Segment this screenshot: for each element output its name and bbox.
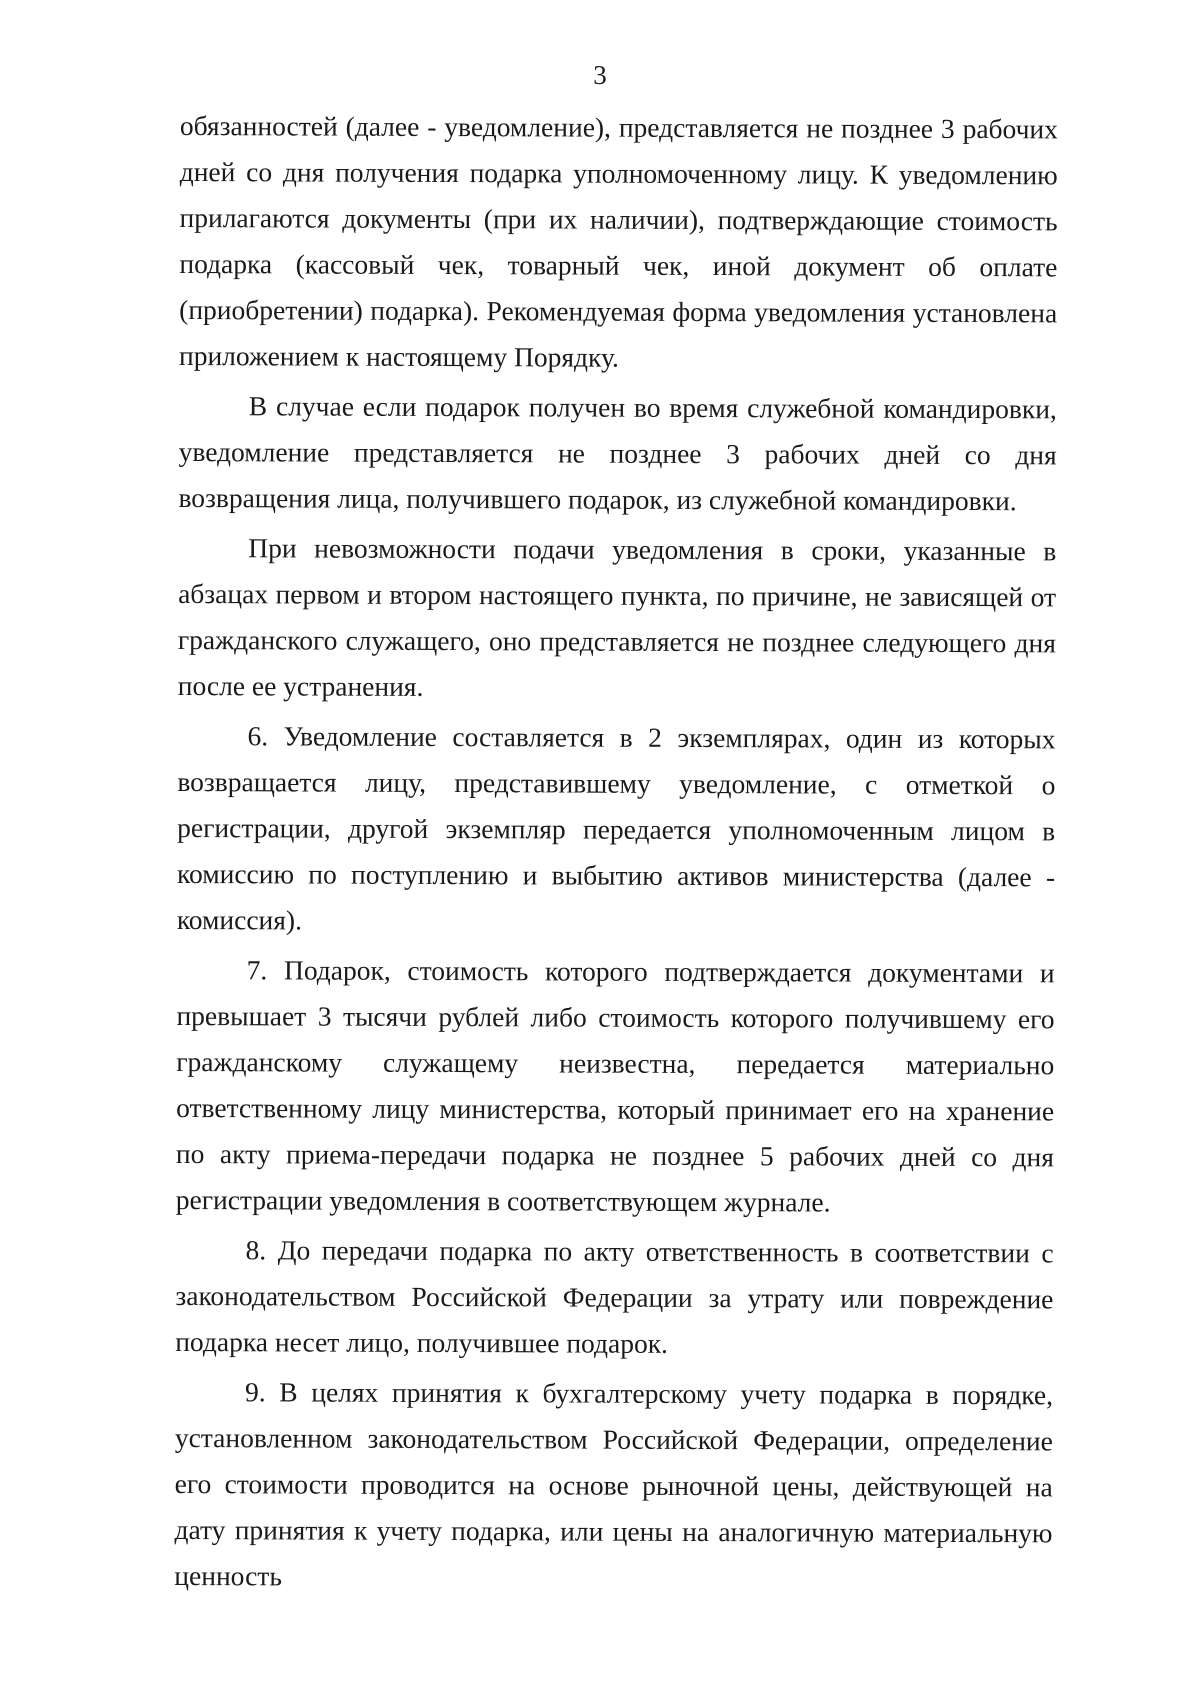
paragraph-item-6: 6. Уведомление составляется в 2 экземплярах, один из которых возвращается лицу, представившему уведомление, с отметкой о регистрации, другой экземпляр передается уполномоченным лицом в комиссию по поступлению и выбытию активов министерства (далее - комиссия). (176, 720, 1056, 936)
paragraph-impossibility: При невозможности подачи уведомления в сроки, указанные в абзацах первом и втором настоящего пункта, по причине, не зависящей от гражданского служащего, оно представляется не позднее следующего дня после ее устранения. (177, 532, 1057, 702)
document-body (174, 103, 1058, 1606)
paragraph-item-8: 8. До передачи подарка по акту ответственность в соответствии с законодательством Российской Федерации за утрату или повреждение подарка несет лицо, получившее подарок. (175, 1234, 1054, 1359)
paragraph-continuation: обязанностей (далее - уведомление), представляется не позднее 3 рабочих дней со дня получения подарка уполномоченному лицу. К уведомлению прилагаются документы (при их наличии), подтверждающие стоимость подарка (кассовый чек, товарный чек, иной документ об оплате (приобретении) подарка). Рекомендуемая форма уведомления установлена приложением к настоящему Порядку. (178, 109, 1058, 373)
paragraph-item-9: 9. В целях принятия к бухгалтерскому учету подарка в порядке, установленном законодательством Российской Федерации, определение его стоимости проводится на основе рыночной цены, действующей на дату принятия к учету подарка, или цены на аналогичную материальную ценность (174, 1376, 1054, 1592)
paragraph-business-trip: В случае если подарок получен во время служебной командировки, уведомление представляется не позднее 3 рабочих дней со дня возвращения лица, получившего подарок, из служебной командировки. (178, 390, 1057, 517)
page-number: 3 (593, 60, 607, 90)
paragraph-item-7: 7. Подарок, стоимость которого подтверждается документами и превышает 3 тысячи рублей либо стоимость которого получившему его гражданскому служащему неизвестна, передается материально ответственному лицу министерства, который принимает его на хранение по акту приема-передачи подарка не позднее 5 рабочих дней со дня регистрации уведомления в соответствующем журнале. (175, 954, 1055, 1218)
